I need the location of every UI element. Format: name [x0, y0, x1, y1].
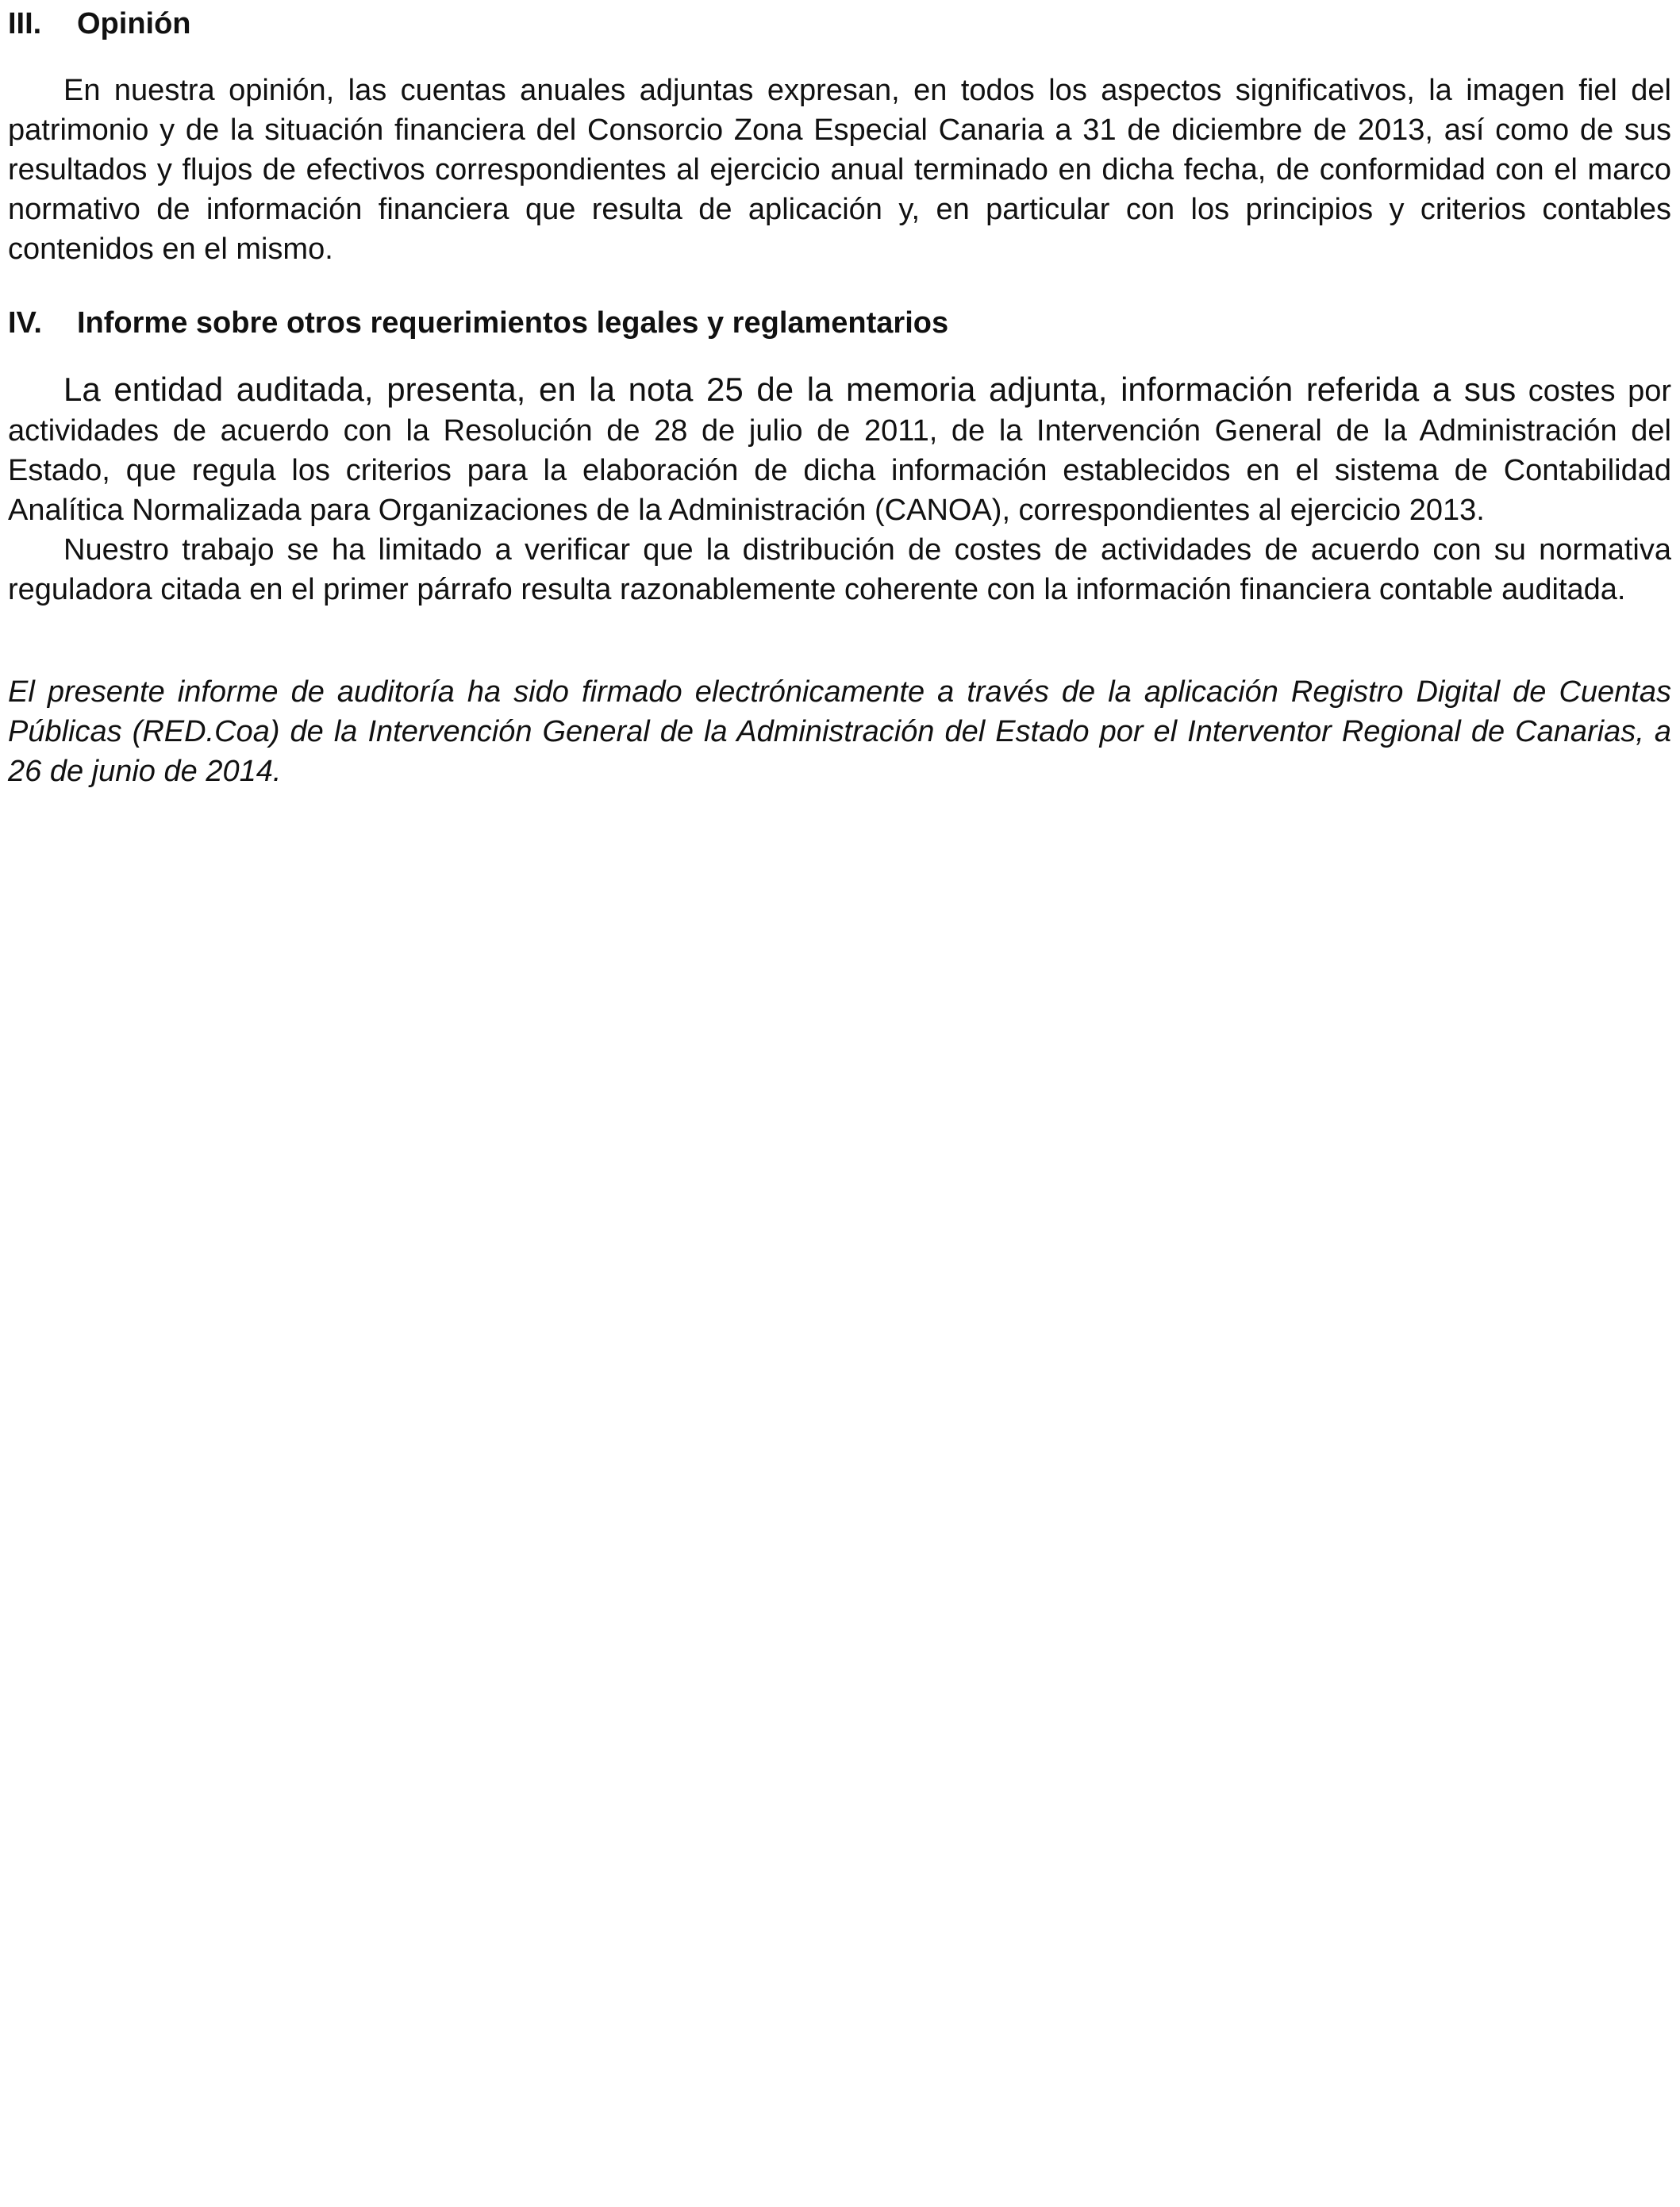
- legal-paragraph-1-lead: La entidad auditada, presenta, en la nota 25 de la memoria adjunta, información referida a sus: [63, 371, 1517, 408]
- section-heading-legal-requirements: [8, 303, 1671, 343]
- section-heading-opinion: [8, 4, 1671, 44]
- section-number: IV.: [8, 306, 42, 340]
- legal-paragraph-1-rest: costes por actividades de acuerdo con la Resolución de 28 de julio de 2011, de la Intervención General de la Administración del Estado, que regula los criterios para la elaboración de dicha información establecidos en el sistema de Contabilidad Analítica Normalizada para Organizaciones de la Administración (CANOA), correspondientes al ejercicio 2013.: [8, 375, 1672, 527]
- section-title: Opinión: [77, 7, 191, 40]
- signature-note: El presente informe de auditoría ha sido firmado electrónicamente a través de la aplicación Registro Digital de Cuentas Públicas (RED.Coa) de la Intervención General de la Administración del Estado por el Interventor Regional de Canarias, a 26 de junio de 2014.: [8, 675, 1671, 788]
- legal-paragraph-1: [8, 370, 1671, 530]
- legal-paragraph-2: Nuestro trabajo se ha limitado a verificar que la distribución de costes de actividades de acuerdo con su normativa reguladora citada en el primer párrafo resulta razonablemente coherente con la información financiera contable auditada.: [8, 533, 1671, 606]
- opinion-paragraph: En nuestra opinión, las cuentas anuales adjuntas expresan, en todos los aspectos significativos, la imagen fiel del patrimonio y de la situación financiera del Consorcio Zona Especial Canaria a 31 de diciembre de 2013, así como de sus resultados y flujos de efectivos correspondientes al ejercicio anual terminado en dicha fecha, de conformidad con el marco normativo de información financiera que resulta de aplicación y, en particular con los principios y criterios contables contenidos en el mismo.: [8, 74, 1671, 266]
- document-page: [8, 0, 1671, 791]
- section-number: III.: [8, 7, 42, 40]
- section-title: Informe sobre otros requerimientos legales y reglamentarios: [77, 306, 949, 340]
